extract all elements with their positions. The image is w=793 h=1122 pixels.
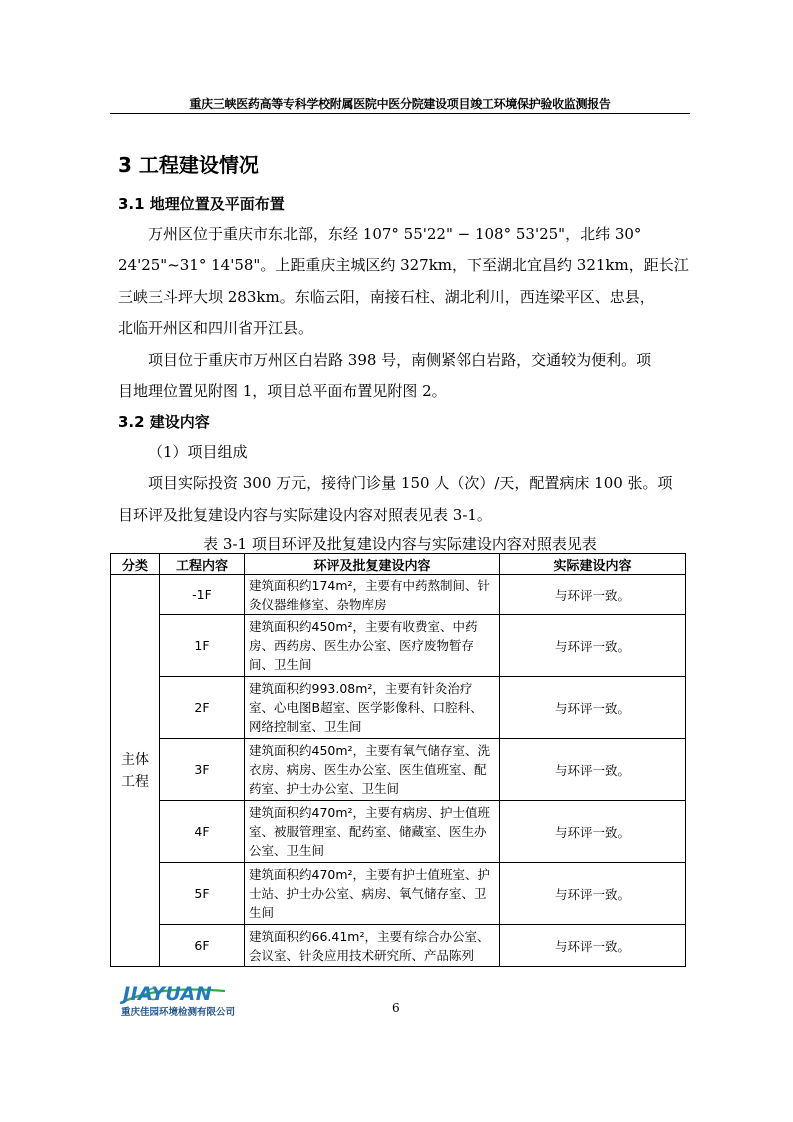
header-eia-content: 环评及批复建设内容: [245, 554, 500, 575]
floor-cell: 1F: [160, 615, 245, 677]
header-actual-content: 实际建设内容: [500, 554, 686, 575]
table-row: [111, 575, 686, 615]
actual-cell: 与环评一致。: [500, 863, 686, 925]
company-logo: [115, 983, 275, 1017]
header-category: 分类: [111, 554, 160, 575]
category-main-works: 主体工程: [111, 575, 160, 967]
section-heading-3-2: 3.2 建设内容: [118, 413, 210, 431]
actual-cell: 与环评一致。: [500, 925, 686, 967]
eia-cell: 建筑面积约470m²，主要有病房、护士值班室、被服管理室、配药室、储藏室、医生办公室、卫生间: [245, 801, 500, 863]
subsection-project-composition: （1）项目组成: [148, 443, 248, 461]
floor-cell: 2F: [160, 677, 245, 739]
para1-line-3: 三峡三斗坪大坝 283km。东临云阳，南接石柱、湖北利川，西连梁平区、忠县，: [118, 288, 655, 306]
para3-line-2: 目环评及批复建设内容与实际建设内容对照表见表 3-1。: [118, 506, 492, 524]
para3-line-1: 项目实际投资 300 万元，接待门诊量 150 人（次）/天，配置病床 100 张。项: [148, 474, 673, 492]
logo-wordmark: JIAYUAN: [123, 983, 213, 1005]
actual-cell: 与环评一致。: [500, 739, 686, 801]
page-number: 6: [392, 1001, 400, 1015]
table-row: [111, 615, 686, 677]
eia-cell: 建筑面积约993.08m²，主要有针灸治疗室、心电图B超室、医学影像科、口腔科、网络控制室、卫生间: [245, 677, 500, 739]
table-row: [111, 739, 686, 801]
para2-line-1: 项目位于重庆市万州区白岩路 398 号，南侧紧邻白岩路，交通较为便利。项: [148, 351, 652, 369]
eia-cell: 建筑面积约450m²，主要有收费室、中药房、西药房、医生办公室、医疗废物暂存间、卫生间: [245, 615, 500, 677]
page-header: 重庆三峡医药高等专科学校附属医院中医分院建设项目竣工环境保护验收监测报告: [189, 97, 611, 111]
eia-cell: 建筑面积约450m²，主要有氧气储存室、洗衣房、病房、医生办公室、医生值班室、配药室、护士办公室、卫生间: [245, 739, 500, 801]
table-row: [111, 863, 686, 925]
eia-cell: 建筑面积约66.41m²，主要有综合办公室、会议室、针灸应用技术研究所、产品陈列: [245, 925, 500, 967]
actual-cell: 与环评一致。: [500, 801, 686, 863]
floor-cell: 4F: [160, 801, 245, 863]
header-work-content: 工程内容: [160, 554, 245, 575]
header-divider: [110, 113, 690, 114]
table-row: [111, 677, 686, 739]
floor-cell: 5F: [160, 863, 245, 925]
actual-cell: 与环评一致。: [500, 575, 686, 615]
actual-cell: 与环评一致。: [500, 615, 686, 677]
para1-line-4: 北临开州区和四川省开江县。: [118, 319, 314, 337]
actual-cell: 与环评一致。: [500, 677, 686, 739]
floor-cell: -1F: [160, 575, 245, 615]
para2-line-2: 目地理位置见附图 1，项目总平面布置见附图 2。: [118, 382, 447, 400]
table-caption: 表 3-1 项目环评及批复建设内容与实际建设内容对照表见表: [203, 535, 597, 553]
floor-cell: 3F: [160, 739, 245, 801]
comparison-table: [110, 553, 686, 967]
para1-line-1: 万州区位于重庆市东北部，东经 107° 55'22" − 108° 53'25"，北纬 30°: [148, 225, 642, 243]
eia-cell: 建筑面积约470m²，主要有护士值班室、护士站、护士办公室、病房、氧气储存室、卫生间: [245, 863, 500, 925]
table-header-row: [111, 554, 686, 575]
eia-cell: 建筑面积约174m²，主要有中药熬制间、针灸仪器维修室、杂物库房: [245, 575, 500, 615]
table-row: [111, 925, 686, 967]
logo-company-name: 重庆佳园环境检测有限公司: [121, 1007, 236, 1018]
para1-line-2: 24'25"~31° 14'58"。上距重庆主城区约 327km，下至湖北宜昌约 321km，距长江: [118, 256, 689, 274]
floor-cell: 6F: [160, 925, 245, 967]
table-row: [111, 801, 686, 863]
section-heading-3-1: 3.1 地理位置及平面布置: [118, 195, 285, 213]
chapter-title: 3 工程建设情况: [118, 153, 259, 177]
